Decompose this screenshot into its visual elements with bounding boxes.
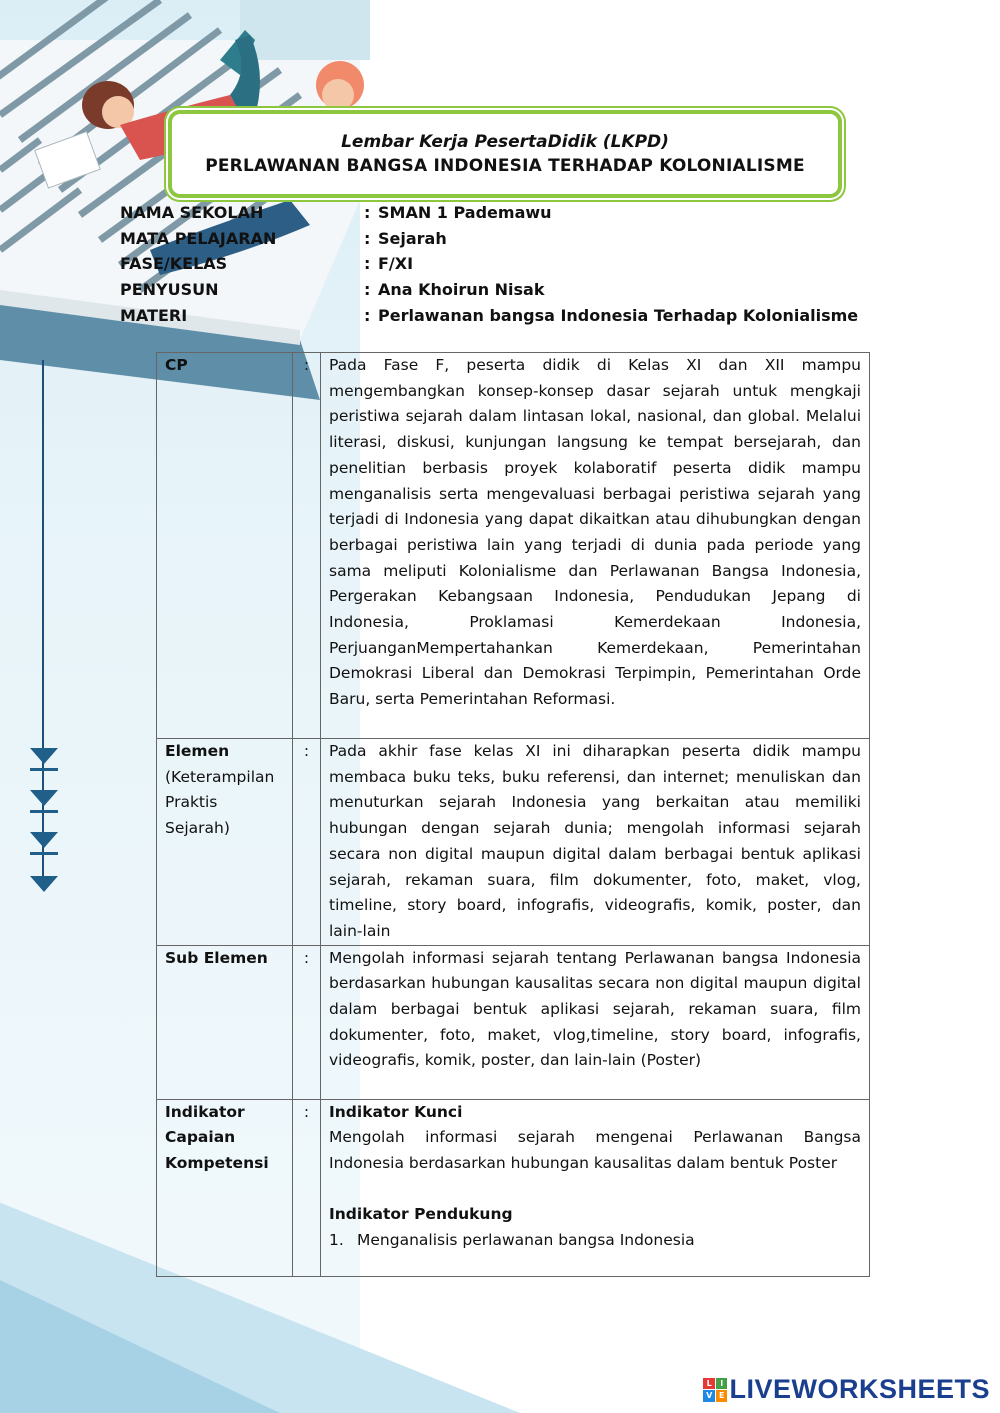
info-colon: :	[364, 305, 371, 325]
list-item	[329, 1228, 861, 1254]
info-row-subject	[120, 226, 860, 252]
table-row-indikator	[157, 1099, 870, 1276]
info-row-school	[120, 200, 860, 226]
document-title: PERLAWANAN BANGSA INDONESIA TERHADAP KOLONIALISME	[205, 156, 805, 176]
info-colon: :	[364, 280, 371, 300]
arrow-down-icon	[30, 790, 58, 806]
document-subtitle: Lembar Kerja PesertaDidik (LKPD)	[341, 132, 669, 152]
info-label: MATERI	[120, 305, 188, 325]
arrow-bar	[30, 852, 58, 855]
info-label: FASE/KELAS	[120, 254, 228, 274]
info-value: Ana Khoirun Nisak	[378, 280, 545, 300]
badge-letter: E	[716, 1390, 728, 1402]
row-content: Pada akhir fase kelas XI ini diharapkan peserta didik mampu membaca buku teks, buku referensi, dan internet; menuliskan dan menuturkan sejarah Indonesia yang berkaitan atau memiliki hubungan dengan sejarah dunia; mengolah informasi sejarah secara non digital maupun digital dalam berbagai bentuk aplikasi sejarah, rekaman suara, film dokumenter, foto, maket, vlog, timeline, story board, infografis, videografis, komik, poster, dan lain-lain	[321, 739, 870, 946]
liveworksheets-logo[interactable]	[703, 1374, 990, 1405]
list-item-text: Menganalisis perlawanan bangsa Indonesia	[357, 1231, 695, 1250]
info-row-author	[120, 277, 860, 303]
identity-info	[120, 200, 860, 328]
logo-badge-icon	[703, 1378, 727, 1402]
info-value: Perlawanan bangsa Indonesia Terhadap Kolonialisme	[378, 305, 859, 325]
row-content: Pada Fase F, peserta didik di Kelas XI dan XII mampu mengembangkan konsep-konsep dasar sejarah untuk mengkaji peristiwa sejarah dalam lintasan lokal, nasional, dan global. Melalui literasi, diskusi, kunjungan langsung ke tempat bersejarah, dan penelitian berbasis proyek kolaboratif peserta didik mampu menganalisis serta mengevaluasi berbagai peristiwa sejarah yang terjadi di Indonesia yang dapat dikaitkan atau dihubungkan dengan berbagai peristiwa lain yang terjadi di dunia pada periode yang sama meliputi Kolonialisme dan Perlawanan Bangsa Indonesia, Pergerakan Kebangsaan Indonesia, Pendudukan Jepang di Indonesia, Proklamasi Kemerdekaan Indonesia, PerjuanganMempertahankan Kemerdekaan, Pemerintahan Demokrasi Liberal dan Demokrasi Terpimpin, Pemerintahan Orde Baru, serta Pemerintahan Reformasi.	[321, 353, 870, 739]
list-item-number: 1.	[329, 1231, 344, 1250]
title-box	[168, 110, 842, 198]
row-content: Mengolah informasi sejarah tentang Perlawanan bangsa Indonesia berdasarkan hubungan kausalitas secara non digital maupun digital dalam berbagai bentuk aplikasi sejarah, rekaman suara, film dokumenter, foto, maket, vlog,timeline, story board, infografis, videografis, komik, poster, dan lain-lain (Poster)	[321, 945, 870, 1099]
table-row-cp	[157, 353, 870, 739]
info-row-phase	[120, 251, 860, 277]
info-row-material	[120, 302, 860, 328]
row-colon: :	[293, 739, 321, 946]
arrow-down-icon	[30, 832, 58, 848]
badge-letter: V	[703, 1390, 715, 1402]
row-label: Elemen	[165, 742, 230, 760]
info-label: PENYUSUN	[120, 280, 219, 300]
arrow-bar	[30, 810, 58, 813]
row-label: Sub Elemen	[157, 945, 293, 1099]
indikator-kunci-heading: Indikator Kunci	[329, 1102, 463, 1121]
row-colon: :	[293, 1099, 321, 1276]
row-colon: :	[293, 353, 321, 739]
row-label: CP	[157, 353, 293, 739]
row-sublabel: (Keterampilan Praktis Sejarah)	[165, 767, 275, 838]
info-colon: :	[364, 203, 371, 223]
info-colon: :	[364, 228, 371, 248]
row-label-cell	[157, 739, 293, 946]
arrow-down-icon	[30, 748, 58, 764]
table-row-sub-elemen	[157, 945, 870, 1099]
info-colon: :	[364, 254, 371, 274]
info-value: F/XI	[378, 254, 414, 274]
arrow-bar	[30, 768, 58, 771]
row-colon: :	[293, 945, 321, 1099]
info-value: Sejarah	[378, 228, 447, 248]
table-row-elemen	[157, 739, 870, 946]
row-label: Indikator Capaian Kompetensi	[157, 1099, 293, 1276]
badge-letter: L	[703, 1378, 715, 1390]
curriculum-table	[156, 352, 870, 1277]
row-content-cell	[321, 1099, 870, 1276]
indikator-kunci-text: Mengolah informasi sejarah mengenai Perlawanan Bangsa Indonesia berdasarkan hubungan kausalitas dalam bentuk Poster	[329, 1128, 861, 1173]
spacer	[329, 1177, 861, 1203]
info-label: NAMA SEKOLAH	[120, 203, 264, 223]
info-value: SMAN 1 Pademawu	[378, 203, 552, 223]
info-label: MATA PELAJARAN	[120, 228, 277, 248]
arrow-down-icon	[30, 876, 58, 892]
indikator-pendukung-heading: Indikator Pendukung	[329, 1205, 513, 1224]
badge-letter: I	[716, 1378, 728, 1390]
logo-text: LIVEWORKSHEETS	[729, 1374, 990, 1404]
